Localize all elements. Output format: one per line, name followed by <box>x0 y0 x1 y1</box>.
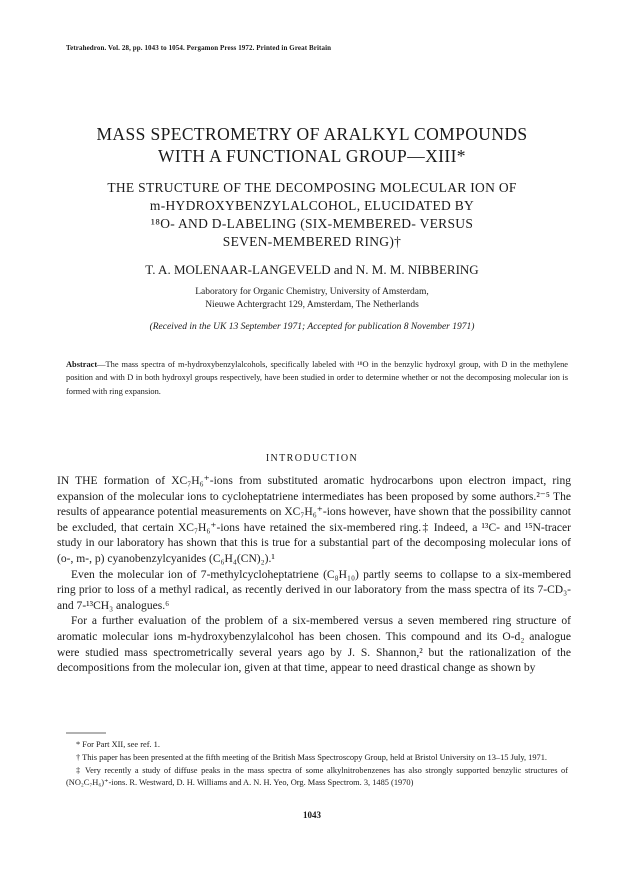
paragraph-3: For a further evaluation of the problem of a six-membered versus a seven membered ring structure of aromatic molecular ions m-hydroxybenzylalcohol has been chosen. This compound and its O-d₂ analogue were studied mass spectrometrically several years ago by J. S. Shannon,² but the rationalization of the decompositions from the molecular ion, given at that time, appear to need drastical change as shown by <box>57 615 571 675</box>
received-dates: (Received in the UK 13 September 1971; Accepted for publication 8 November 1971) <box>149 322 475 332</box>
page-number: 1043 <box>303 810 321 820</box>
paragraph-2: Even the molecular ion of 7-methylcycloheptatriene (C₈H₁₀) partly seems to collapse to a six-membered ring prior to loss of a methyl radical, as recently derived in our laboratory from the mass spectra of its 7-CD₃- and 7-¹³CH₃ analogues.⁶ <box>57 568 571 612</box>
title-line-2: WITH A FUNCTIONAL GROUP—XIII* <box>158 146 466 166</box>
subtitle-line-3: ¹⁸O- AND D-LABELING (SIX-MEMBERED- VERSUS <box>150 216 474 231</box>
abstract <box>66 358 568 398</box>
affiliation-line-2: Nieuwe Achtergracht 129, Amsterdam, The Netherlands <box>205 300 419 310</box>
introduction-heading: INTRODUCTION <box>265 453 359 464</box>
abstract-text: —The mass spectra of m-hydroxybenzylalcohols, specifically labeled with ¹⁸O in the benzylic hydroxyl group, with D in the methylene position and with D in both hydroxyl groups respectively, have been studied in order to determine whether or not the decomposing molecular ion is formed with ring expansion. <box>66 360 568 396</box>
footnotes <box>66 739 568 790</box>
affiliation-line-1: Laboratory for Organic Chemistry, University of Amsterdam, <box>195 287 429 297</box>
paragraph-1: IN THE formation of XC₇H₆⁺-ions from substituted aromatic hydrocarbons upon electron impact, ring expansion of the molecular ions to cycloheptatriene intermediates has been proposed by some authors.²⁻⁵ The results of appearance potential measurements on XC₇H₆⁺-ions however, have shown that the possibility cannot be excluded, that certain XC₇H₆⁺-ions have retained the six-membered ring.‡ Indeed, a ¹³C- and ¹⁵N-tracer study in our laboratory has shown that this is true for a substantial part of the decomposing molecular ions of (o-, m-, p) cyanobenzylcyanides (C₆H₄(CN)₂).¹ <box>57 475 571 565</box>
title-line-1: MASS SPECTROMETRY OF ARALKYL COMPOUNDS <box>96 124 528 144</box>
abstract-label: Abstract <box>66 360 98 369</box>
authors: T. A. MOLENAAR-LANGEVELD and N. M. M. NIBBERING <box>145 262 479 277</box>
subtitle-line-1: THE STRUCTURE OF THE DECOMPOSING MOLECULAR ION OF <box>107 180 517 195</box>
introduction-body <box>57 474 571 677</box>
journal-citation: Tetrahedron. Vol. 28, pp. 1043 to 1054. Pergamon Press 1972. Printed in Great Britain <box>66 44 332 52</box>
subtitle-line-4: SEVEN-MEMBERED RING)† <box>222 234 402 249</box>
subtitle-line-2: m-HYDROXYBENZYLALCOHOL, ELUCIDATED BY <box>149 198 475 213</box>
footnote-1: * For Part XII, see ref. 1. <box>76 740 160 749</box>
footnote-2: † This paper has been presented at the fifth meeting of the British Mass Spectroscopy Group, held at Bristol University on 13–15 July, 1971. <box>76 752 548 762</box>
footnote-3: ‡ Very recently a study of diffuse peaks in the mass spectra of some alkylnitrobenzenes has also strongly supported benzylic structures of (NO₂C₇H₆)⁺-ions. R. Westward, D. H. Williams and A. N. H. Yeo, Org. Mass Spectrom. 3, 1485 (1970) <box>66 765 568 788</box>
footnote-rule <box>66 732 106 734</box>
